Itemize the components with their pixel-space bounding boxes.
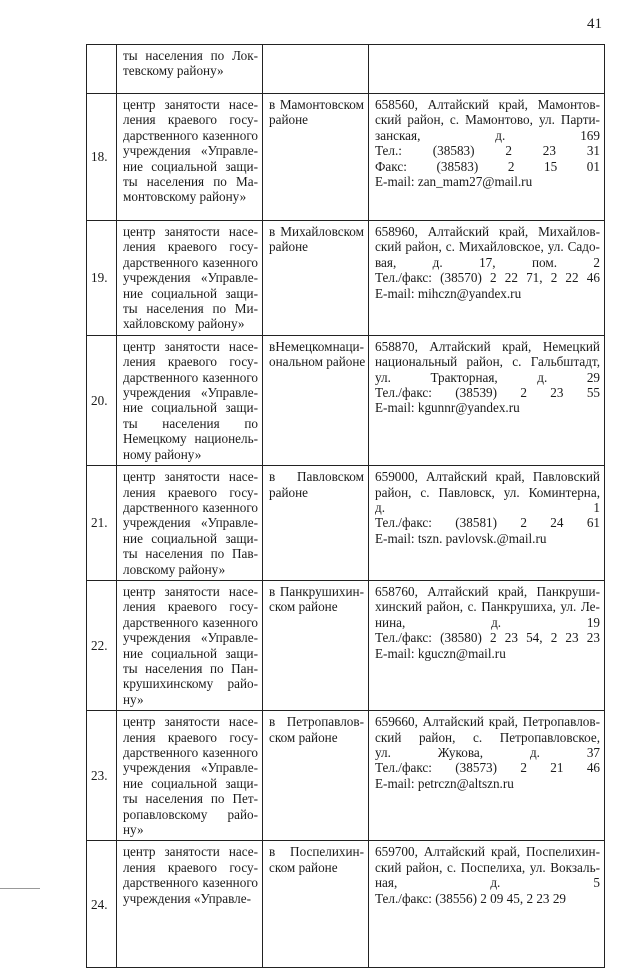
org-line: центр занятости насе- (123, 224, 258, 239)
table-row-continuation (87, 45, 605, 94)
address-line: E-mail: zan_mam27@mail.ru (375, 174, 533, 190)
cell-organization (117, 466, 263, 581)
cell-organization (117, 335, 263, 465)
org-line: ние социальной защи- (123, 645, 258, 661)
area-line: в Немецком наци- (269, 338, 364, 354)
org-line: ты населения по Ма- (123, 174, 258, 190)
address-line: Тел./факс: (38556) 2 09 45, 2 23 29 (375, 890, 567, 906)
area-line: ональном районе (269, 354, 366, 370)
org-line: ления краевого госу- (123, 239, 258, 255)
org-line: учреждения «Управле- (123, 760, 258, 776)
area-line: ском районе (269, 729, 338, 745)
address-line: ул. Тракторная, д. 29 (375, 369, 600, 385)
address-line: нина, д. 19 (375, 614, 600, 630)
org-line: учреждения «Управле- (123, 270, 258, 286)
cell-area (263, 580, 369, 710)
cell-area (263, 45, 369, 94)
address-line: 659700, Алтайский край, Поспелихин- (375, 844, 600, 860)
org-line: монтовскому району» (123, 189, 247, 205)
area-line: районе (269, 484, 309, 500)
org-line: ну» (123, 691, 144, 707)
address-line: E-mail: mihczn@yandex.ru (375, 285, 522, 301)
org-line: учреждения «Управле- (123, 630, 258, 646)
org-line: ние социальной защи- (123, 530, 258, 546)
address-line: ул. Жукова, д. 37 (375, 745, 600, 760)
address-line: хинский район, с. Панкрушиха, ул. Ле- (375, 599, 600, 615)
org-line: учреждения «Управле- (123, 890, 251, 906)
org-line: ты населения по Пет- (123, 791, 258, 807)
org-line: учреждения «Управле- (123, 385, 258, 401)
org-line: ты населения по Пан- (123, 660, 258, 676)
cell-organization (117, 841, 263, 968)
org-line: учреждения «Управле- (123, 143, 258, 159)
org-line: центр занятости насе- (123, 469, 258, 485)
org-line: ления краевого госу- (123, 859, 258, 875)
table-row (87, 841, 605, 968)
cell-address (369, 580, 605, 710)
org-line: ления краевого госу- (123, 729, 258, 745)
area-line: в Мамонтовском (269, 97, 364, 112)
org-line: дарственного казенного (123, 369, 258, 385)
cell-area (263, 221, 369, 336)
org-line: дарственного казенного (123, 254, 258, 270)
page-number: 41 (587, 16, 602, 32)
address-line: Тел./факс: (38573) 2 21 46 (375, 760, 600, 776)
address-line: Тел./факс: (38581) 2 24 61 (375, 515, 600, 531)
address-line: E-mail: kgunnr@yandex.ru (375, 400, 520, 416)
address-line: занская, д. 169 (375, 127, 600, 143)
area-line: ском районе (269, 859, 338, 875)
org-line: ние социальной защи- (123, 158, 258, 174)
table-row (87, 221, 605, 336)
org-line: ты населения по Пав- (123, 546, 258, 562)
agencies-table (86, 44, 605, 968)
cell-number: 18. (87, 94, 117, 221)
cell-address (369, 711, 605, 841)
address-line: Тел./факс: (38570) 2 22 71, 2 22 46 (375, 270, 600, 286)
area-line: в Михайловском (269, 224, 364, 239)
address-line: ский район, с. Поспелиха, ул. Вокзаль- (375, 859, 600, 875)
cell-number (87, 45, 117, 94)
address-line: ная, д. 5 (375, 875, 600, 891)
cell-area (263, 841, 369, 968)
area-line: районе (269, 112, 309, 128)
address-line: д. 1 (375, 499, 600, 515)
table-row (87, 466, 605, 581)
cell-area (263, 466, 369, 581)
table-row (87, 335, 605, 465)
table-row (87, 94, 605, 221)
address-line: E-mail: petrczn@altszn.ru (375, 775, 514, 791)
org-line: Немецкому национель- (123, 431, 258, 447)
org-line: ления краевого госу- (123, 354, 258, 370)
org-line: ние социальной защи- (123, 285, 258, 301)
org-line: дарственного казенного (123, 499, 258, 515)
address-line: Факс: (38583) 2 15 01 (375, 158, 600, 174)
org-line: ну» (123, 822, 144, 838)
address-line: E-mail: tszn. pavlovsk.@mail.ru (375, 530, 547, 546)
cell-address (369, 335, 605, 465)
table-row (87, 711, 605, 841)
cell-area (263, 335, 369, 465)
table-row (87, 580, 605, 710)
org-line: ления краевого госу- (123, 112, 258, 128)
cell-address (369, 94, 605, 221)
org-line: учреждения «Управле- (123, 515, 258, 531)
org-line: ты населения по Ми- (123, 301, 258, 317)
org-line: ному району» (123, 446, 202, 462)
cell-address (369, 221, 605, 336)
org-line: центр занятости насе- (123, 583, 258, 599)
org-line: ропавловскому райо- (123, 806, 258, 822)
org-line: центр занятости насе- (123, 97, 258, 112)
area-line: в Петропавлов- (269, 714, 364, 730)
cell-address (369, 841, 605, 968)
org-line: ты населения по Лок- (123, 48, 258, 63)
address-line: 658760, Алтайский край, Панкруши- (375, 583, 600, 599)
cell-address (369, 45, 605, 94)
cell-organization (117, 711, 263, 841)
address-line: Тел./факс: (38580) 2 23 54, 2 23 23 (375, 630, 600, 646)
address-line: 658560, Алтайский край, Мамонтов- (375, 97, 600, 112)
address-line: вая, д. 17, пом. 2 (375, 254, 600, 270)
org-line: дарственного казенного (123, 875, 258, 891)
address-line: ский район, с. Мамонтово, ул. Парти- (375, 112, 600, 128)
address-line: район, с. Павловск, ул. Коминтерна, (375, 484, 600, 500)
cell-number: 20. (87, 335, 117, 465)
org-line: дарственного казенного (123, 127, 258, 143)
cell-organization (117, 580, 263, 710)
area-line: ском районе (269, 599, 338, 615)
org-line: ние социальной защи- (123, 400, 258, 416)
address-line: 659660, Алтайский край, Петропавлов- (375, 714, 600, 730)
address-line: Тел./факс: (38539) 2 23 55 (375, 385, 600, 401)
org-line: центр занятости насе- (123, 714, 258, 730)
org-line: ления краевого госу- (123, 484, 258, 500)
address-line: национальный район, с. Гальбштадт, (375, 354, 600, 370)
cell-organization (117, 45, 263, 94)
address-line: 658960, Алтайский край, Михайлов- (375, 224, 600, 239)
area-line: районе (269, 239, 309, 255)
cell-number: 21. (87, 466, 117, 581)
area-line: в Панкрушихин- (269, 583, 364, 599)
org-line: ления краевого госу- (123, 599, 258, 615)
cell-area (263, 711, 369, 841)
org-line: дарственного казенного (123, 745, 258, 760)
address-line: ский район, с. Петропавловское, (375, 729, 600, 745)
address-line: 659000, Алтайский край, Павловский (375, 469, 600, 485)
cell-organization (117, 221, 263, 336)
org-line: центр занятости насе- (123, 844, 258, 860)
cell-area (263, 94, 369, 221)
cell-address (369, 466, 605, 581)
cell-organization (117, 94, 263, 221)
cell-number: 22. (87, 580, 117, 710)
cell-number: 24. (87, 841, 117, 968)
address-line: ский район, с. Михайловское, ул. Садо- (375, 239, 600, 255)
org-line: хайловскому району» (123, 316, 245, 332)
org-line: крушихинскому райо- (123, 676, 258, 692)
area-line: в Поспелихин- (269, 844, 364, 860)
cell-number: 23. (87, 711, 117, 841)
org-line: ловскому району» (123, 561, 226, 577)
address-line: 658870, Алтайский край, Немецкий (375, 338, 600, 354)
area-line: в Павловском (269, 469, 364, 485)
org-line: дарственного казенного (123, 614, 258, 630)
footer-divider (0, 888, 40, 889)
org-line: центр занятости насе- (123, 338, 258, 354)
org-line: тевскому району» (123, 63, 224, 79)
cell-number: 19. (87, 221, 117, 336)
address-line: E-mail: kguczn@mail.ru (375, 645, 506, 661)
address-line: Тел.: (38583) 2 23 31 (375, 143, 600, 159)
org-line: ты населения по (123, 415, 258, 431)
org-line: ние социальной защи- (123, 775, 258, 791)
